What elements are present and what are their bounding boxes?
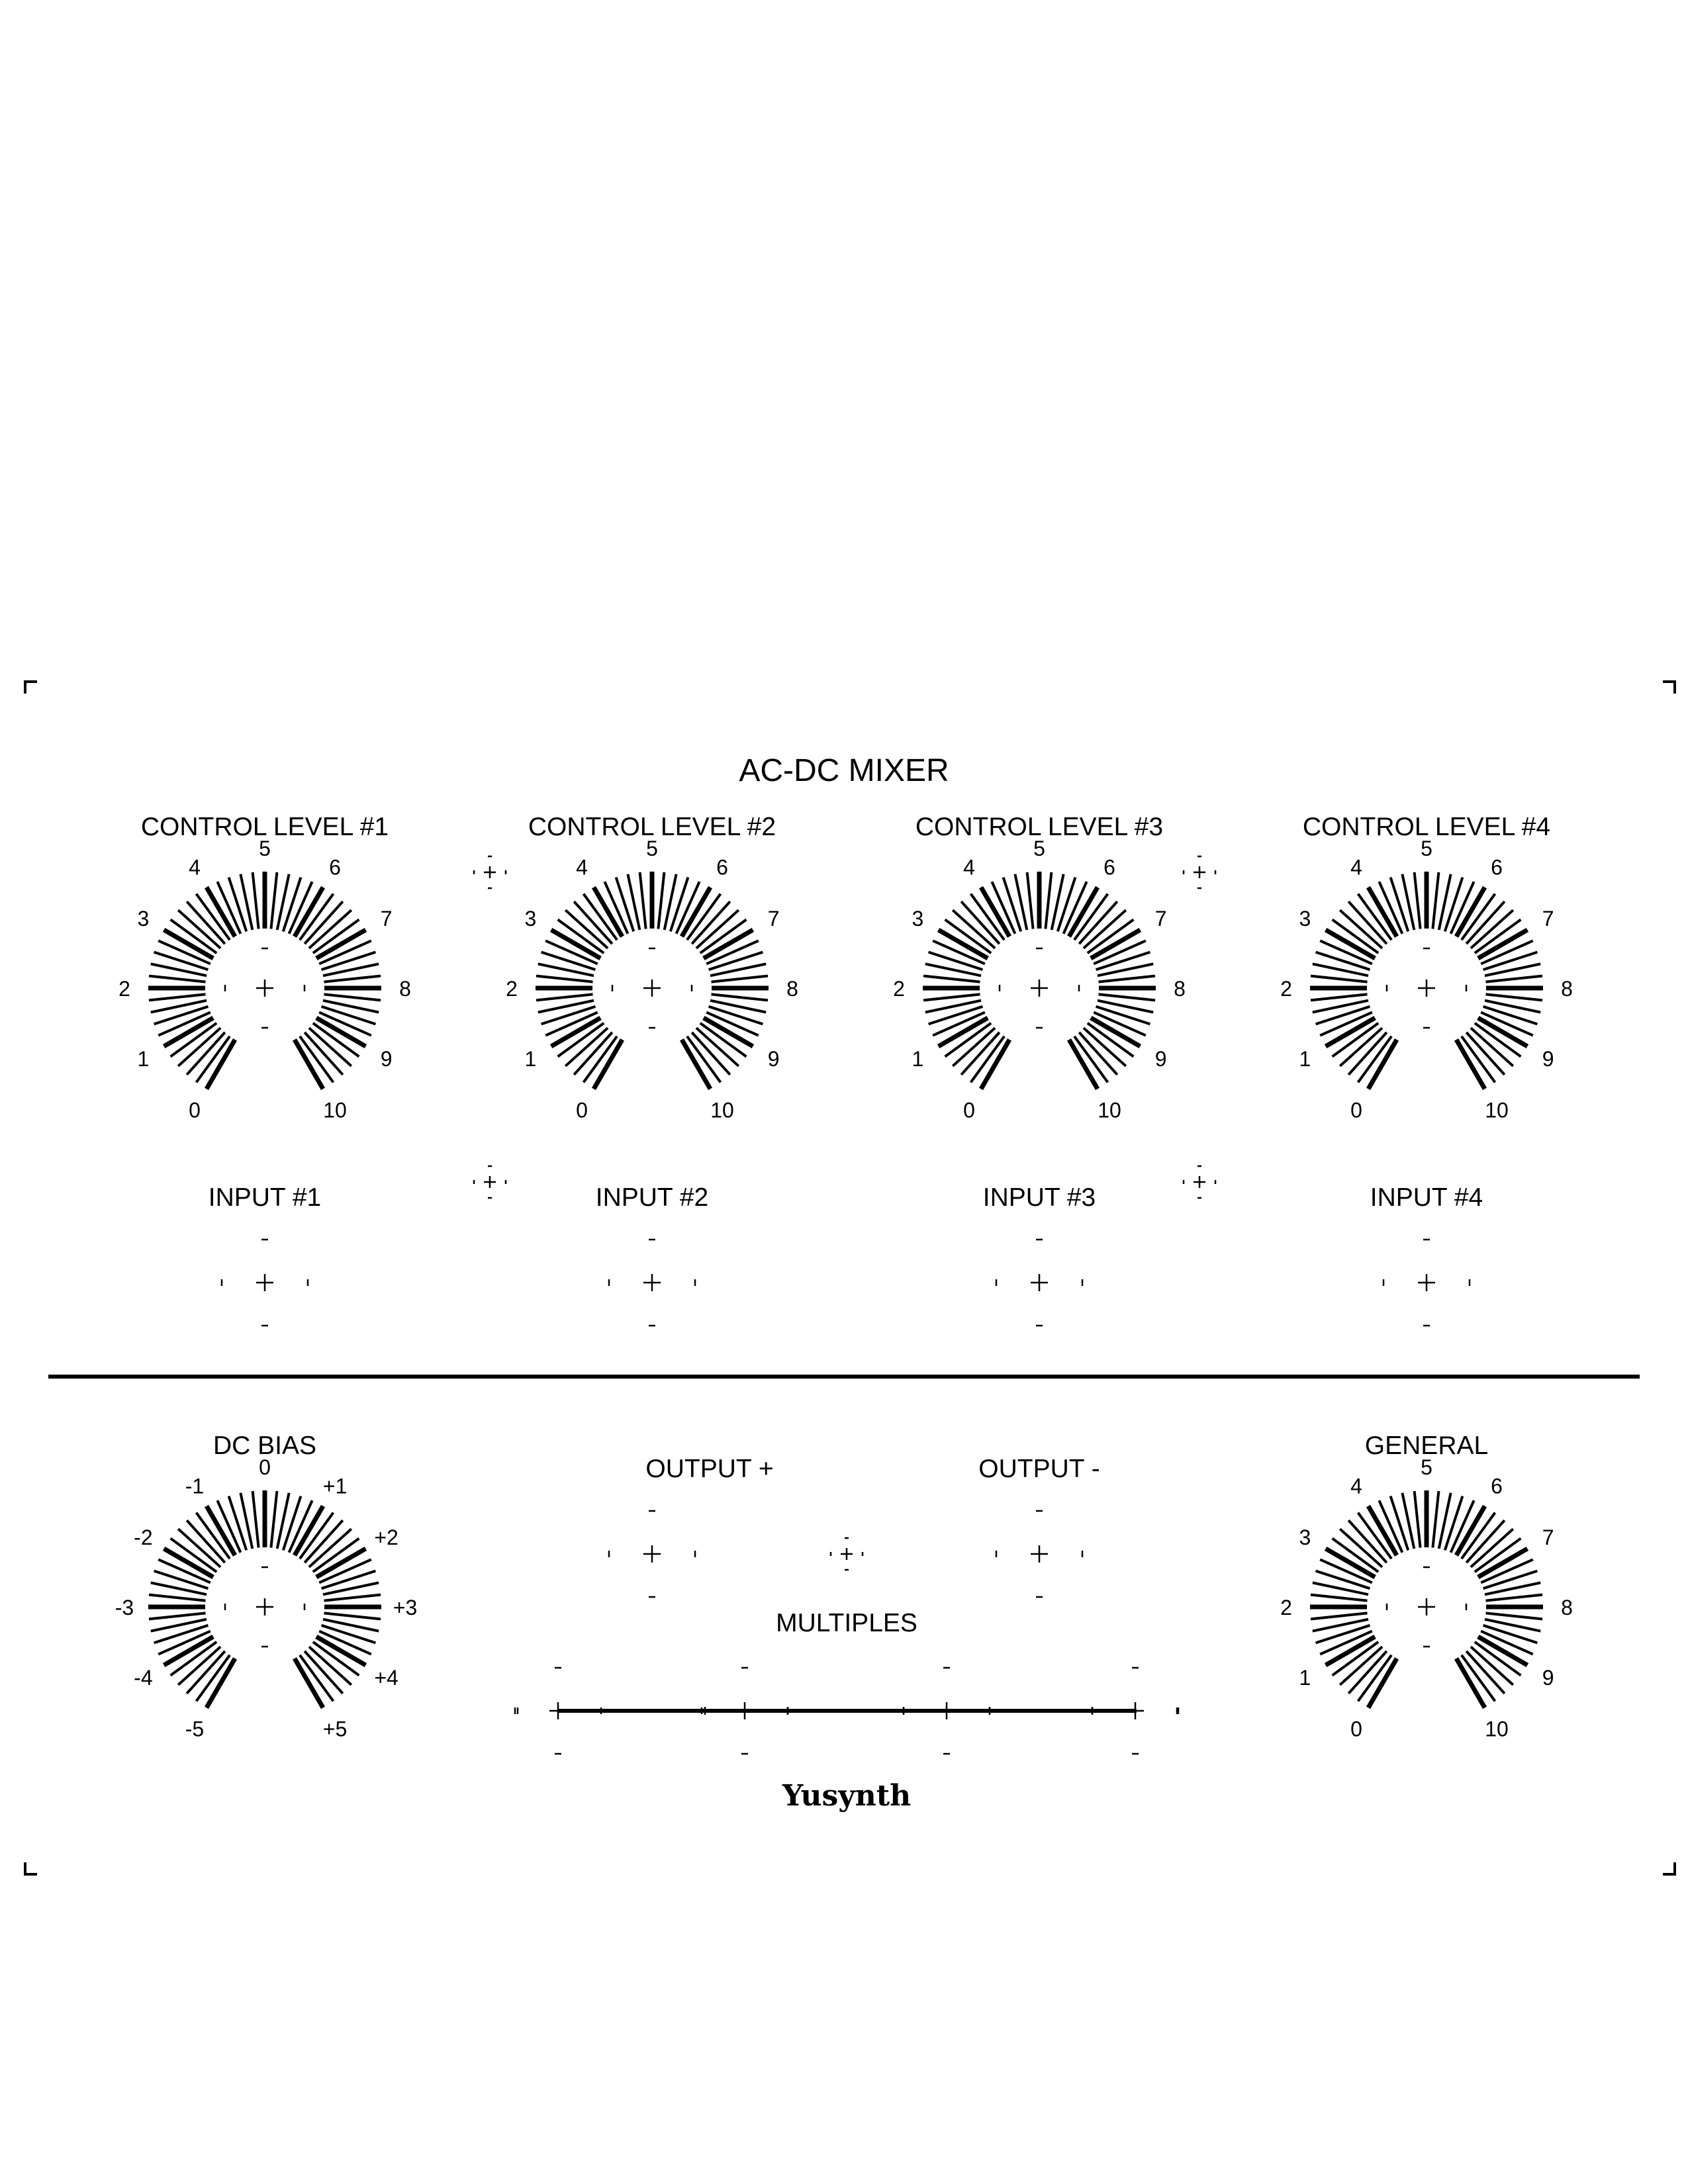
scale-label: 2: [893, 977, 905, 1001]
scale-label: 9: [1154, 1047, 1167, 1071]
scale-label: 8: [399, 977, 411, 1001]
scale-label: 10: [1485, 1098, 1509, 1122]
knob-label-general: GENERAL: [1364, 1432, 1489, 1460]
scale-tick-minor: [271, 872, 277, 929]
crop-mark-top-left: [25, 682, 37, 694]
scale-label: 1: [524, 1047, 537, 1071]
scale-label: 2: [1280, 977, 1292, 1001]
scale-label: 6: [329, 855, 341, 880]
scale-tick-minor: [712, 976, 769, 982]
scale-tick-minor: [1311, 994, 1368, 1000]
scale-label: 6: [1491, 855, 1503, 880]
knob-control-level-3[interactable]: [893, 837, 1186, 1122]
knob-control-level-2[interactable]: [506, 837, 798, 1122]
scale-label: 9: [767, 1047, 780, 1071]
mounting-hole-mark-2[interactable]: [1184, 856, 1215, 888]
scale-tick-minor: [1486, 1595, 1543, 1601]
scale-label: 0: [1350, 1717, 1362, 1741]
scale-label: 7: [1542, 1525, 1554, 1549]
scale-label: 5: [646, 837, 658, 860]
scale-label: +1: [322, 1474, 348, 1498]
scale-tick-minor: [1311, 1613, 1368, 1619]
knob-label-control-level-4: CONTROL LEVEL #4: [1302, 813, 1551, 841]
scale-label: 1: [912, 1047, 924, 1071]
scale-label: 4: [1350, 1474, 1362, 1498]
scale-label: 0: [576, 1098, 588, 1122]
input-label-1: INPUT #1: [208, 1183, 322, 1212]
scale-tick-minor: [1311, 1595, 1368, 1601]
knob-label-control-level-2: CONTROL LEVEL #2: [528, 813, 776, 841]
scale-label: 3: [137, 907, 150, 931]
scale-label: 4: [576, 855, 588, 880]
scale-label: 5: [1421, 1455, 1432, 1479]
scale-label: 0: [259, 1455, 271, 1479]
knob-label-control-level-3: CONTROL LEVEL #3: [915, 813, 1164, 841]
scale-label: 8: [1174, 977, 1186, 1001]
jack-layer: [222, 1240, 1470, 1754]
mounting-hole-mark-5[interactable]: [831, 1538, 863, 1570]
scale-tick-minor: [1415, 1491, 1421, 1548]
scale-tick-minor: [253, 1491, 259, 1548]
scale-tick-minor: [1432, 1491, 1438, 1548]
scale-label: 9: [1542, 1047, 1554, 1071]
scale-tick-minor: [149, 976, 206, 982]
scale-tick-minor: [324, 994, 381, 1000]
scale-tick-minor: [923, 994, 980, 1000]
knob-control-level-4[interactable]: [1280, 837, 1573, 1122]
scale-label: 6: [716, 855, 728, 880]
scale-tick-minor: [536, 994, 593, 1000]
mounting-hole-mark-4[interactable]: [1184, 1166, 1215, 1198]
mark-layer: [474, 856, 1215, 1715]
scale-label: 7: [1154, 907, 1167, 931]
brand-logo: Yusynth: [782, 1779, 912, 1813]
scale-label: 3: [524, 907, 537, 931]
multiples-label: MULTIPLES: [776, 1609, 917, 1637]
scale-tick-minor: [253, 872, 259, 929]
scale-label: 0: [1350, 1098, 1362, 1122]
scale-label: 6: [1103, 855, 1115, 880]
input-label-3: INPUT #3: [982, 1183, 1096, 1212]
mounting-hole-mark-3[interactable]: [474, 1166, 506, 1198]
scale-tick-minor: [658, 872, 664, 929]
scale-label: 0: [189, 1098, 201, 1122]
scale-tick-minor: [1432, 872, 1438, 929]
output-label-plus: OUTPUT +: [645, 1455, 774, 1483]
scale-tick-minor: [1486, 994, 1543, 1000]
scale-label: 7: [1542, 907, 1554, 931]
knob-layer: [115, 837, 1573, 1741]
scale-label: 1: [1299, 1666, 1311, 1690]
scale-label: +2: [374, 1525, 399, 1549]
output-minus-jack[interactable]: [996, 1511, 1082, 1597]
scale-tick-minor: [1486, 976, 1543, 982]
scale-label: 10: [1098, 1098, 1121, 1122]
scale-tick-minor: [324, 1613, 381, 1619]
scale-label: 3: [1299, 907, 1311, 931]
scale-label: 10: [323, 1098, 347, 1122]
knob-dc-bias[interactable]: [115, 1455, 417, 1741]
scale-label: 4: [963, 855, 975, 880]
knob-control-level-3-shaft[interactable]: [1000, 948, 1079, 1028]
input-label-2: INPUT #2: [595, 1183, 709, 1212]
knob-dc-bias-shaft[interactable]: [225, 1567, 305, 1647]
scale-label: 7: [767, 907, 780, 931]
input-jack-2[interactable]: [609, 1240, 695, 1326]
scale-tick-minor: [640, 872, 646, 929]
scale-label: 3: [1299, 1525, 1311, 1549]
scale-label: 9: [1542, 1666, 1554, 1690]
scale-label: -5: [185, 1717, 205, 1741]
scale-label: -3: [115, 1596, 134, 1619]
scale-tick-minor: [1099, 994, 1156, 1000]
scale-label: 3: [912, 907, 924, 931]
scale-tick-minor: [271, 1491, 277, 1548]
scale-label: 5: [1033, 837, 1045, 860]
knob-general[interactable]: [1280, 1455, 1573, 1741]
scale-label: 5: [259, 837, 271, 860]
knob-control-level-4-shaft[interactable]: [1387, 948, 1466, 1028]
output-plus-jack[interactable]: [609, 1511, 695, 1597]
knob-control-level-1[interactable]: [118, 837, 411, 1122]
scale-label: +5: [322, 1717, 348, 1741]
scale-label: 8: [786, 977, 798, 1001]
scale-label: -1: [185, 1474, 205, 1498]
mounting-hole-mark-1[interactable]: [474, 856, 506, 888]
scale-label: 5: [1421, 837, 1432, 860]
scale-label: +3: [393, 1596, 418, 1619]
crop-mark-bottom-left: [25, 1862, 37, 1874]
input-jack-1[interactable]: [222, 1240, 308, 1326]
input-jack-4[interactable]: [1383, 1240, 1470, 1326]
scale-tick-minor: [149, 1595, 206, 1601]
input-label-4: INPUT #4: [1370, 1183, 1483, 1212]
scale-tick-minor: [149, 1613, 206, 1619]
scale-tick-minor: [1311, 976, 1368, 982]
scale-label: 6: [1491, 1474, 1503, 1498]
scale-tick-minor: [1415, 872, 1421, 929]
scale-label: 10: [710, 1098, 734, 1122]
scale-tick-minor: [1045, 872, 1051, 929]
scale-label: 2: [118, 977, 130, 1001]
scale-tick-minor: [1486, 1613, 1543, 1619]
knob-general-shaft[interactable]: [1387, 1567, 1466, 1647]
scale-label: 1: [137, 1047, 150, 1071]
knob-label-control-level-1: CONTROL LEVEL #1: [140, 813, 389, 841]
scale-tick-minor: [324, 976, 381, 982]
scale-tick-minor: [324, 1595, 381, 1601]
scale-label: 10: [1485, 1717, 1509, 1741]
scale-label: -2: [134, 1525, 153, 1549]
scale-label: 8: [1561, 977, 1573, 1001]
scale-tick-minor: [536, 976, 593, 982]
scale-label: 7: [380, 907, 393, 931]
input-jack-3[interactable]: [996, 1240, 1082, 1326]
scale-tick-minor: [923, 976, 980, 982]
scale-label: +4: [374, 1666, 399, 1690]
crop-mark-bottom-right: [1663, 1862, 1675, 1874]
scale-label: -4: [134, 1666, 153, 1690]
scale-label: 8: [1561, 1596, 1573, 1619]
scale-label: 4: [189, 855, 201, 880]
scale-label: 9: [380, 1047, 393, 1071]
crop-mark-top-right: [1663, 682, 1675, 694]
knob-control-level-1-shaft[interactable]: [225, 948, 305, 1028]
scale-label: 2: [1280, 1596, 1292, 1619]
scale-label: 1: [1299, 1047, 1311, 1071]
scale-tick-minor: [712, 994, 769, 1000]
scale-label: 0: [963, 1098, 975, 1122]
scale-tick-minor: [1099, 976, 1156, 982]
knob-label-dc-bias: DC BIAS: [212, 1432, 317, 1460]
scale-tick-minor: [149, 994, 206, 1000]
knob-control-level-2-shaft[interactable]: [612, 948, 692, 1028]
scale-tick-minor: [1027, 872, 1033, 929]
scale-label: 2: [506, 977, 518, 1001]
scale-label: 4: [1350, 855, 1362, 880]
output-label-minus: OUTPUT -: [978, 1455, 1100, 1483]
panel-title: AC-DC MIXER: [739, 753, 949, 788]
